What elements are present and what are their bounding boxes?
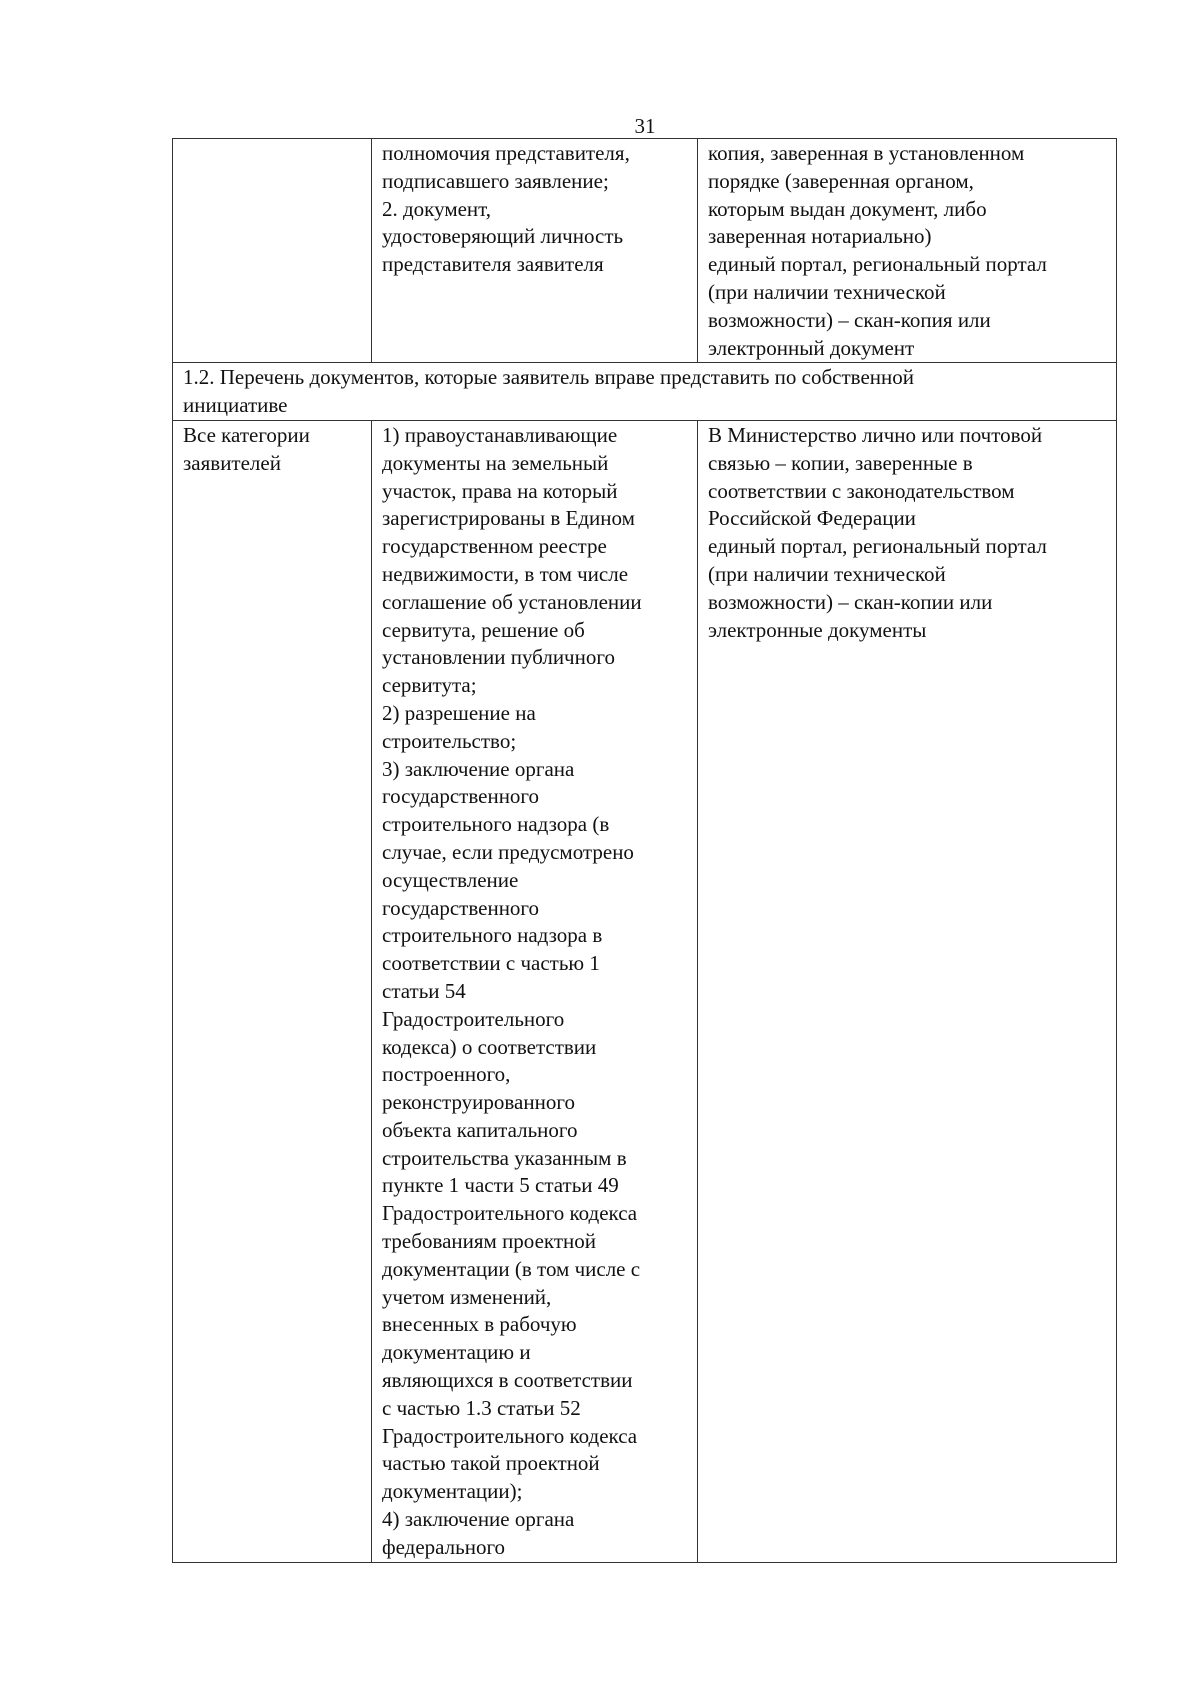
text-line: инициативе <box>183 393 288 418</box>
text-line: сервитута; <box>382 673 477 698</box>
text-line: 2) разрешение на <box>382 700 536 725</box>
text-line: участок, права на который <box>382 478 618 503</box>
text-line: удостоверяющий личность <box>382 224 624 249</box>
text-line: документации (в том числе с <box>382 1256 641 1281</box>
text-line: возможности) – скан-копии или <box>708 589 993 614</box>
text-line: строительство; <box>382 728 517 753</box>
page-number: 31 <box>634 114 656 138</box>
text-line: являющихся в соответствии <box>382 1368 633 1393</box>
text-line: Градостроительного кодекса <box>382 1423 638 1448</box>
text-line: 4) заключение органа <box>382 1507 575 1532</box>
text-line: статьи 54 <box>382 978 466 1003</box>
text-line: документацию и <box>382 1340 531 1365</box>
text-line: Все категории <box>183 422 310 447</box>
text-line: требованиям проектной <box>382 1229 596 1254</box>
text-line: единый портал, региональный портал <box>708 534 1047 559</box>
text-line: 1.2. Перечень документов, которые заявитель вправе представить по собственной <box>183 365 914 390</box>
table-row-continuation <box>173 139 1117 363</box>
text-line: соответствии с законодательством <box>708 478 1015 503</box>
text-line: соглашение об установлении <box>382 589 642 614</box>
section-heading <box>173 363 1117 421</box>
cell-documents <box>372 139 698 363</box>
text-line: которым выдан документ, либо <box>708 196 987 221</box>
text-line: электронный документ <box>708 335 915 360</box>
text-line: электронные документы <box>708 617 927 642</box>
cell-submission-method <box>698 139 1117 363</box>
text-line: недвижимости, в том числе <box>382 561 629 586</box>
text-line: единый портал, региональный портал <box>708 252 1047 277</box>
text-line: 1) правоустанавливающие <box>382 422 618 447</box>
cell-submission-method <box>698 420 1117 1562</box>
text-line: государственного <box>382 784 540 809</box>
documents-table <box>172 138 1117 1563</box>
text-line: Градостроительного <box>382 1006 565 1031</box>
text-line: зарегистрированы в Едином <box>382 506 635 531</box>
text-line: пункте 1 части 5 статьи 49 <box>382 1173 619 1198</box>
text-line: внесенных в рабочую <box>382 1312 577 1337</box>
text-line: документы на земельный <box>382 450 609 475</box>
cell-documents-list <box>372 420 698 1562</box>
text-line: государственного <box>382 895 540 920</box>
text-line: документации); <box>382 1479 523 1504</box>
text-line: копия, заверенная в установленном <box>708 141 1025 165</box>
text-line: с частью 1.3 статьи 52 <box>382 1395 581 1420</box>
text-line: заявителей <box>183 450 281 475</box>
text-line: 2. документ, <box>382 196 492 221</box>
text-line: Градостроительного кодекса <box>382 1201 638 1226</box>
text-line: строительного надзора в <box>382 923 603 948</box>
text-line: объекта капитального <box>382 1117 578 1142</box>
text-line: (при наличии технической <box>708 279 946 304</box>
text-line: сервитута, решение об <box>382 617 585 642</box>
text-line: строительного надзора (в <box>382 812 610 837</box>
text-line: случае, если предусмотрено <box>382 839 634 864</box>
cell-applicant-category <box>173 420 372 1562</box>
table-row-section-heading <box>173 363 1117 421</box>
text-line: соответствии с частью 1 <box>382 951 600 976</box>
text-line: учетом изменений, <box>382 1284 552 1309</box>
text-line: государственном реестре <box>382 534 607 559</box>
text-line: строительства указанным в <box>382 1145 627 1170</box>
text-line: представителя заявителя <box>382 252 604 277</box>
text-line: подписавшего заявление; <box>382 168 609 193</box>
text-line: установлении публичного <box>382 645 615 670</box>
text-line: В Министерство лично или почтовой <box>708 422 1043 447</box>
table-row-main <box>173 420 1117 1562</box>
text-line: осуществление <box>382 867 519 892</box>
text-line: (при наличии технической <box>708 561 946 586</box>
text-line: порядке (заверенная органом, <box>708 168 974 193</box>
cell-category <box>173 139 372 363</box>
text-line: федерального <box>382 1534 506 1559</box>
text-line: возможности) – скан-копия или <box>708 307 991 332</box>
text-line: построенного, <box>382 1062 511 1087</box>
text-line: частью такой проектной <box>382 1451 600 1476</box>
text-line: кодекса) о соответствии <box>382 1034 597 1059</box>
text-line: заверенная нотариально) <box>708 224 932 249</box>
text-line: полномочия представителя, <box>382 141 630 165</box>
text-line: реконструированного <box>382 1090 575 1115</box>
text-line: 3) заключение органа <box>382 756 575 781</box>
text-line: связью – копии, заверенные в <box>708 450 973 475</box>
text-line: Российской Федерации <box>708 506 916 531</box>
